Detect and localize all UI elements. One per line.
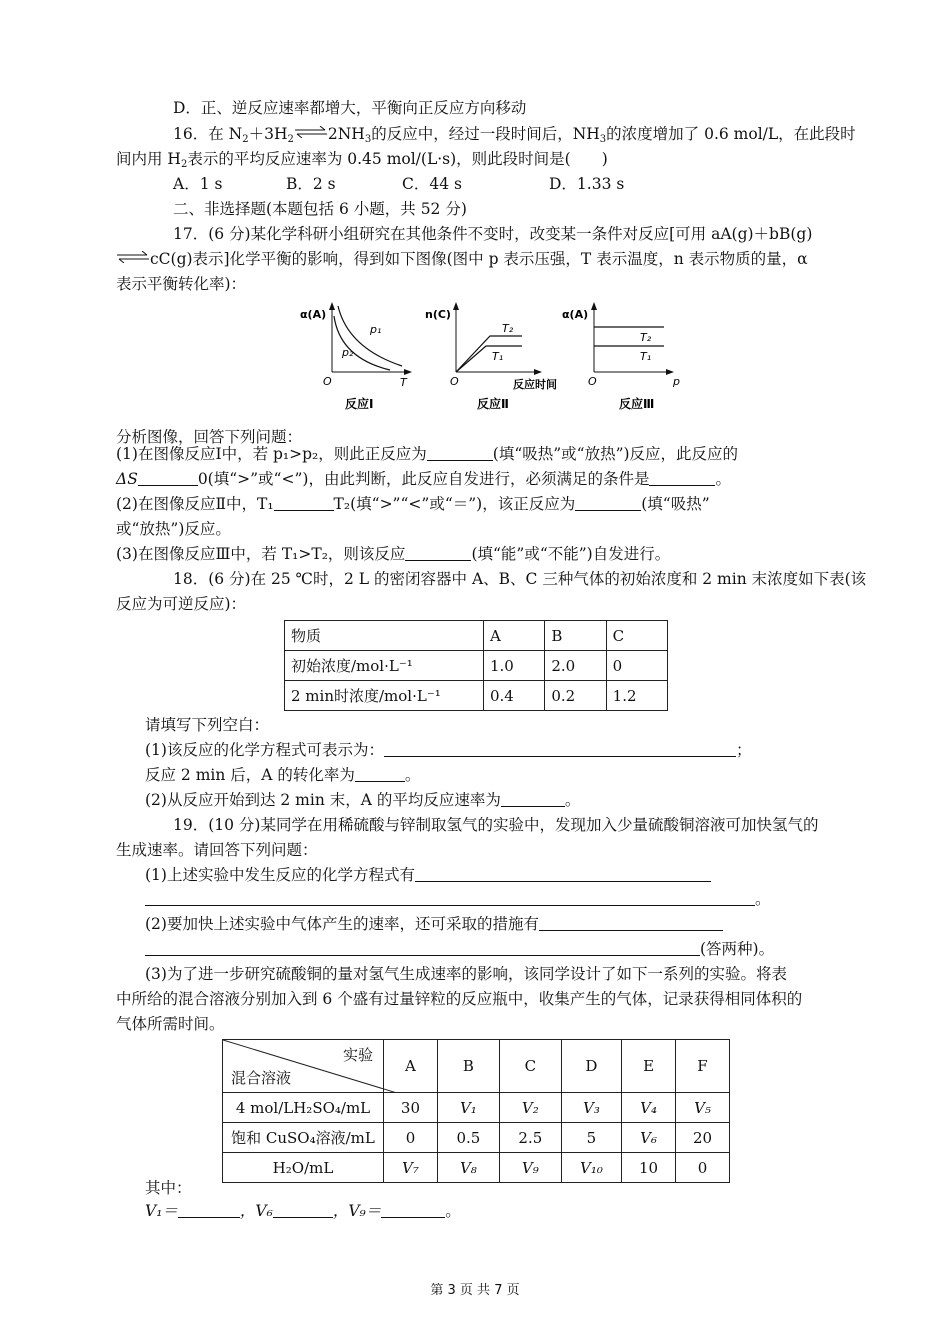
graph1-curve1-label: p₁ xyxy=(370,323,382,336)
graph3-curve1-label: T₂ xyxy=(640,331,652,344)
q17-line2: cC(g)表示]化学平衡的影响，得到如下图像(图中 p 表示压强，T 表示温度，n 表示物质的量，α xyxy=(116,249,808,269)
graph-reaction-2 xyxy=(425,302,557,411)
q18-part2: (2)从反应开始到达 2 min 末，A 的平均反应速率为 。 xyxy=(145,791,581,809)
q19-part1b: 。 xyxy=(145,889,771,909)
equilibrium-arrow-icon xyxy=(294,126,328,138)
graph2-ylabel: n(C) xyxy=(425,308,451,321)
graph2-xlabel: 反应时间 xyxy=(513,378,557,391)
q19-line2: 生成速率。请回答下列问题： xyxy=(116,841,318,859)
equilibrium-arrow-icon xyxy=(116,251,150,263)
graph1-ylabel: α(A) xyxy=(300,308,327,321)
graph3-caption: 反应Ⅲ xyxy=(619,397,655,411)
q18-table xyxy=(284,620,668,711)
q19-part3-line1: (3)为了进一步研究硫酸铜的量对氢气生成速率的影响，该同学设计了如下一系列的实验。将表 xyxy=(145,965,787,983)
q19-part1: (1)上述实验中发生反应的化学方程式有 xyxy=(145,865,711,885)
graph1-caption: 反应Ⅰ xyxy=(345,397,374,411)
q19-line1: 19．(10 分)某同学在用稀硫酸与锌制取氢气的实验中，发现加入少量硫酸铜溶液可加快氢气的 xyxy=(173,816,819,834)
graph3-ylabel: α(A) xyxy=(562,308,589,321)
q17-line3: 表示平衡转化率)： xyxy=(116,275,247,293)
graph2-caption: 反应Ⅱ xyxy=(477,397,509,411)
q18-fill-instruction: 请填写下列空白： xyxy=(145,716,270,734)
q16-line1: 16．在 $N_2+3H_2$ $2NH_3$的反应中，经过一段时间后，$NH_3$的浓度增加了 0.6 mol/L，在此段时 xyxy=(173,125,856,145)
table-row: H₂O/mL V₇ V₈ V₉ V₁₀ 10 0 xyxy=(223,1153,730,1183)
section-heading: 二、非选择题(本题包括 6 小题，共 52 分) xyxy=(173,200,467,218)
q19-part3-line2: 中所给的混合溶液分别加入到 6 个盛有过量锌粒的反应瓶中，收集产生的气体，记录获得相同体积的 xyxy=(116,990,803,1008)
table-row: 实验 混合溶液 A B C D E F xyxy=(223,1040,730,1093)
q18-line1: 18．(6 分)在 25 ℃时，2 L 的密闭容器中 A、B、C 三种气体的初始浓度和 2 min 末浓度如下表(该 xyxy=(173,570,867,588)
graph2-curve1-label: T₂ xyxy=(502,322,514,335)
q16-option-a: A．1 s xyxy=(173,175,223,193)
line-t1 xyxy=(456,346,522,372)
diagonal-header-cell: 实验 混合溶液 xyxy=(223,1040,384,1093)
graph2-curve2-label: T₁ xyxy=(492,350,504,363)
graph3-origin: O xyxy=(588,375,597,388)
q17-part2-line1: (2)在图像反应Ⅱ中，T₁ T₂(填“>”“<”或“＝”)，该正反应为 (填“吸热” xyxy=(116,495,710,513)
graph1-xlabel: T xyxy=(400,376,407,389)
graph-reaction-3 xyxy=(562,302,680,411)
q17-part3: (3)在图像反应Ⅲ中，若 T₁>T₂，则该反应 (填“能”或“不能”)自发进行。 xyxy=(116,545,671,563)
curve-p2 xyxy=(334,316,390,370)
q19-table xyxy=(222,1039,730,1183)
q16-option-b: B．2 s xyxy=(286,175,336,193)
q17-part2-line2: 或“放热”)反应。 xyxy=(116,520,231,538)
q19-part2b: (答两种)。 xyxy=(145,939,774,959)
table-row: 4 mol/LH₂SO₄/mL 30 V₁ V₂ V₃ V₄ V₅ xyxy=(223,1093,730,1123)
graph3-curve2-label: T₁ xyxy=(640,350,652,363)
q16-line2: 间内用 $H_2$表示的平均反应速率为 0.45 mol/(L·s)，则此段时间是( ) xyxy=(116,150,608,170)
graph2-origin: O xyxy=(450,375,459,388)
graph1-origin: O xyxy=(323,375,332,388)
q16-option-d: D．1.33 s xyxy=(549,175,625,193)
q19-part3-line3: 气体所需时间。 xyxy=(116,1015,225,1033)
q15-option-d: D．正、逆反应速率都增大，平衡向正反应方向移动 xyxy=(173,99,527,117)
q18-part1b: 反应 2 min 后，A 的转化率为 。 xyxy=(145,766,421,784)
q19-answers: V₁＝ ，V₆ ，V₉＝ 。 xyxy=(145,1202,461,1220)
table-row: 2 min时浓度/mol·L⁻¹ 0.4 0.2 1.2 xyxy=(285,681,668,711)
q17-line1: 17．(6 分)某化学科研小组研究在其他条件不变时，改变某一条件对反应[可用 aA(g)＋bB(g) xyxy=(173,225,813,243)
line-t2 xyxy=(456,336,522,372)
reaction-graphs xyxy=(290,298,690,416)
graph3-xlabel: p xyxy=(673,375,680,388)
page-footer: 第 3 页 共 7 页 xyxy=(430,1283,520,1298)
q17-part1-line2: ΔS 0(填“>”或“<”)，由此判断，此反应自发进行，必须满足的条件是 。 xyxy=(116,470,731,488)
table-row: 初始浓度/mol·L⁻¹ 1.0 2.0 0 xyxy=(285,651,668,681)
q18-part1: (1)该反应的化学方程式可表示为： ； xyxy=(145,741,752,759)
q19-part2: (2)要加快上述实验中气体产生的速率，还可采取的措施有 xyxy=(145,914,723,934)
q19-among: 其中： xyxy=(145,1179,192,1197)
table-row: 饱和 CuSO₄溶液/mL 0 0.5 2.5 5 V₆ 20 xyxy=(223,1123,730,1153)
table-row: 物质 A B C xyxy=(285,621,668,651)
q16-option-c: C．44 s xyxy=(402,175,462,193)
q17-analyze: 分析图像，回答下列问题： xyxy=(116,428,303,446)
q17-part1-line1: (1)在图像反应Ⅰ中，若 p₁>p₂，则此正反应为 (填“吸热”或“放热”)反应，此反应的 xyxy=(116,445,739,463)
graph-reaction-1 xyxy=(300,302,412,411)
q18-line2: 反应为可逆反应)： xyxy=(116,595,247,613)
graph1-curve2-label: p₂ xyxy=(342,346,354,359)
